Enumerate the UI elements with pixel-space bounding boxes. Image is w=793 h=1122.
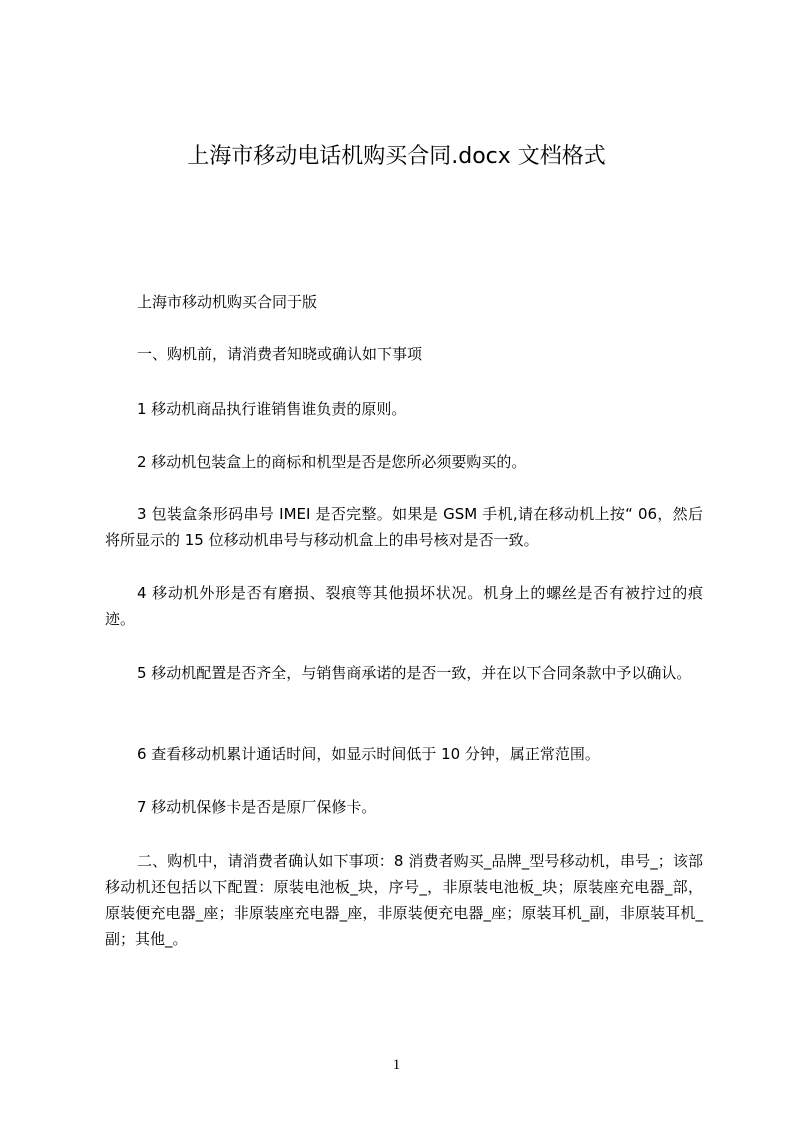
paragraph-item-5: 5 移动机配置是否齐全，与销售商承诺的是否一致，并在以下合同条款中予以确认。 [137,664,692,682]
paragraph-item-6: 6 查看移动机累计通话时间，如显示时间低于 10 分钟，属正常范围。 [137,745,600,763]
document-title: 上海市移动电话机购买合同.docx 文档格式 [187,144,606,169]
paragraph-contract-version: 上海市移动机购买合同于版 [137,293,318,311]
paragraph-item-2: 2 移动机包装盒上的商标和机型是否是您所必须要购买的。 [137,453,527,471]
paragraph-item-1: 1 移动机商品执行谁销售谁负责的原则。 [137,400,407,418]
paragraph-before-purchase-heading: 一、购机前，请消费者知晓或确认如下事项 [137,345,423,363]
paragraph-item-3: 3 包装盒条形码串号 IMEI 是否完整。如果是 GSM 手机,请在移动机上按“ 06，然后将所显示的 15 位移动机串号与移动机盒上的串号核对是否一致。 [105,505,703,549]
paragraph-during-purchase: 二、购机中，请消费者确认如下事项：8 消费者购买_品牌_型号移动机，串号_；该部移动机还包括以下配置：原装电池板_块，序号_，非原装电池板_块；原装座充电器_部，原装便充电器_座；非原装座充电器_座，非原装便充电器_座；原装耳机_副，非原装耳机_副；其他_。 [105,852,703,948]
paragraph-item-4: 4 移动机外形是否有磨损、裂痕等其他损坏状况。机身上的螺丝是否有被拧过的痕迹。 [105,584,703,628]
paragraph-item-7: 7 移动机保修卡是否是原厂保修卡。 [137,798,377,816]
page-number: 1 [392,1057,401,1073]
